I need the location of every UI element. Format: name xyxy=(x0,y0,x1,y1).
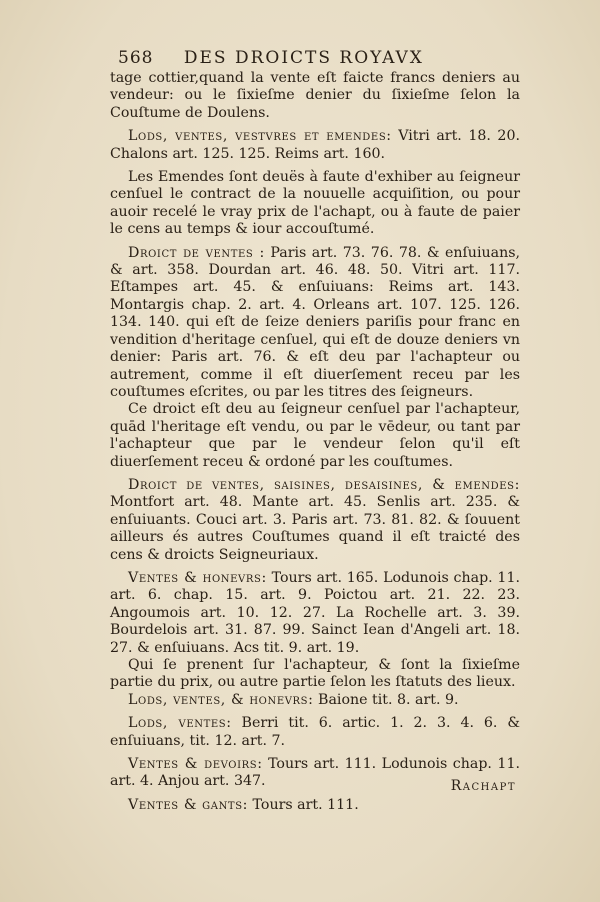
paragraph-heading: Ventes & honevrs: xyxy=(128,569,267,586)
paragraph-ce-droict: Ce droict eſt deu au ſeigneur cenſuel par l'achapteur, quād l'heritage eſt vendu, ou par le vēdeur, ou tant par l'achapteur que par le vendeur ſelon qu'il eſt diuerſement receu & ordoné par les couſtumes. xyxy=(110,401,520,470)
paragraph-lods-ventes-vestures: Lods, ventes, vestvres et emendes: Vitri art. 18. 20. Chalons art. 125. 125. Reims art. 160. xyxy=(110,128,520,162)
catchword: Rachapt xyxy=(450,778,516,794)
paragraph-ventes-devoirs: Ventes & devoirs: Tours art. 111. Lodunois chap. 11. art. 4. Anjou art. 347. xyxy=(110,756,520,790)
paragraph-berri: Lods, ventes: Berri tit. 6. artic. 1. 2. 3. 4. 6. & enſuiuans, tit. 12. art. 7. xyxy=(110,715,520,749)
paragraph-ventes-honeurs: Ventes & honevrs: Tours art. 165. Lodunois chap. 11. art. 6. chap. 15. art. 9. Poictou art. 21. 22. 23. Angoumois art. 10. 12. 27. La Rochelle art. 3. 39. Bourdelois art. 31. 87. 99. Sainct Iean d'Angeli art. 18. 27. & enſuiuans. Acs tit. 9. art. 19. xyxy=(110,569,520,656)
paragraph-ventes-gants: Ventes & gants: Tours art. 111. xyxy=(128,796,359,813)
page-header xyxy=(118,48,530,68)
paragraph-heading: Ventes & devoirs: xyxy=(128,756,263,773)
paragraph-droict-de-ventes: Droict de ventes : Paris art. 73. 76. 78. & enſuiuans, & art. 358. Dourdan art. 46. 48. 50. Vitri art. 117. Eſtampes art. 45. & enſuiuans: Reims art. 143. Montargis chap. 2. art. 4. Orleans art. 107. 125. 126. 134. 140. qui eſt de ſeize deniers pariſis pour franc en vendition d'heritage cenſuel, qui eſt de douze deniers vn denier: Paris art. 76. & eſt deu par l'achapteur ou autrement, comme il eſt diuerſement receu par les couſtumes eſcrites, ou par les titres des ſeigneurs. xyxy=(110,244,520,400)
page-number: 568 xyxy=(118,48,154,68)
body-text xyxy=(110,70,520,814)
paragraph-baione: Lods, ventes, & honevrs: Baione tit. 8. art. 9. xyxy=(128,691,459,708)
paragraph-heading: Ventes & gants: xyxy=(128,796,249,813)
running-title: DES DROICTS ROYAVX xyxy=(183,48,424,68)
paragraph-heading: Droict de ventes : xyxy=(128,244,265,261)
paragraph-sixiesme-partie: Qui ſe prenent ſur l'achapteur, & ſont la ſixieſme partie du prix, ou autre partie ſelon les ſtatuts des lieux. xyxy=(110,657,520,691)
paragraph-heading: Lods, ventes, vestvres et emendes: xyxy=(128,128,392,145)
paragraph-continuation: tage cottier,quand la vente eſt faicte francs deniers au vendeur: ou le ſixieſme denier du ſixieſme ſelon la Couſtume de Doulens. xyxy=(110,70,520,121)
paragraph-saisines: Droict de ventes, saisines, desaisines, & emendes: Montfort art. 48. Mante art. 45. Senlis art. 235. & enſuiuants. Couci art. 3. Paris art. 73. 81. 82. & ſouuent ailleurs és autres Couſtumes quand il eſt traicté des cens & droicts Seigneuriaux. xyxy=(110,476,520,563)
paragraph-emendes: Les Emendes ſont deuës à faute d'exhiber au ſeigneur cenſuel le contract de la nouuelle acquiſition, ou pour auoir recelé le vray prix de l'achapt, ou à faute de paier le cens au temps & iour accouſtumé. xyxy=(110,169,520,238)
paragraph-heading: Droict de ventes, saisines, desaisines, & emendes: xyxy=(128,476,520,493)
paragraph-heading: Lods, ventes: xyxy=(128,715,232,732)
paragraph-heading: Lods, ventes, & honevrs: xyxy=(128,691,314,708)
